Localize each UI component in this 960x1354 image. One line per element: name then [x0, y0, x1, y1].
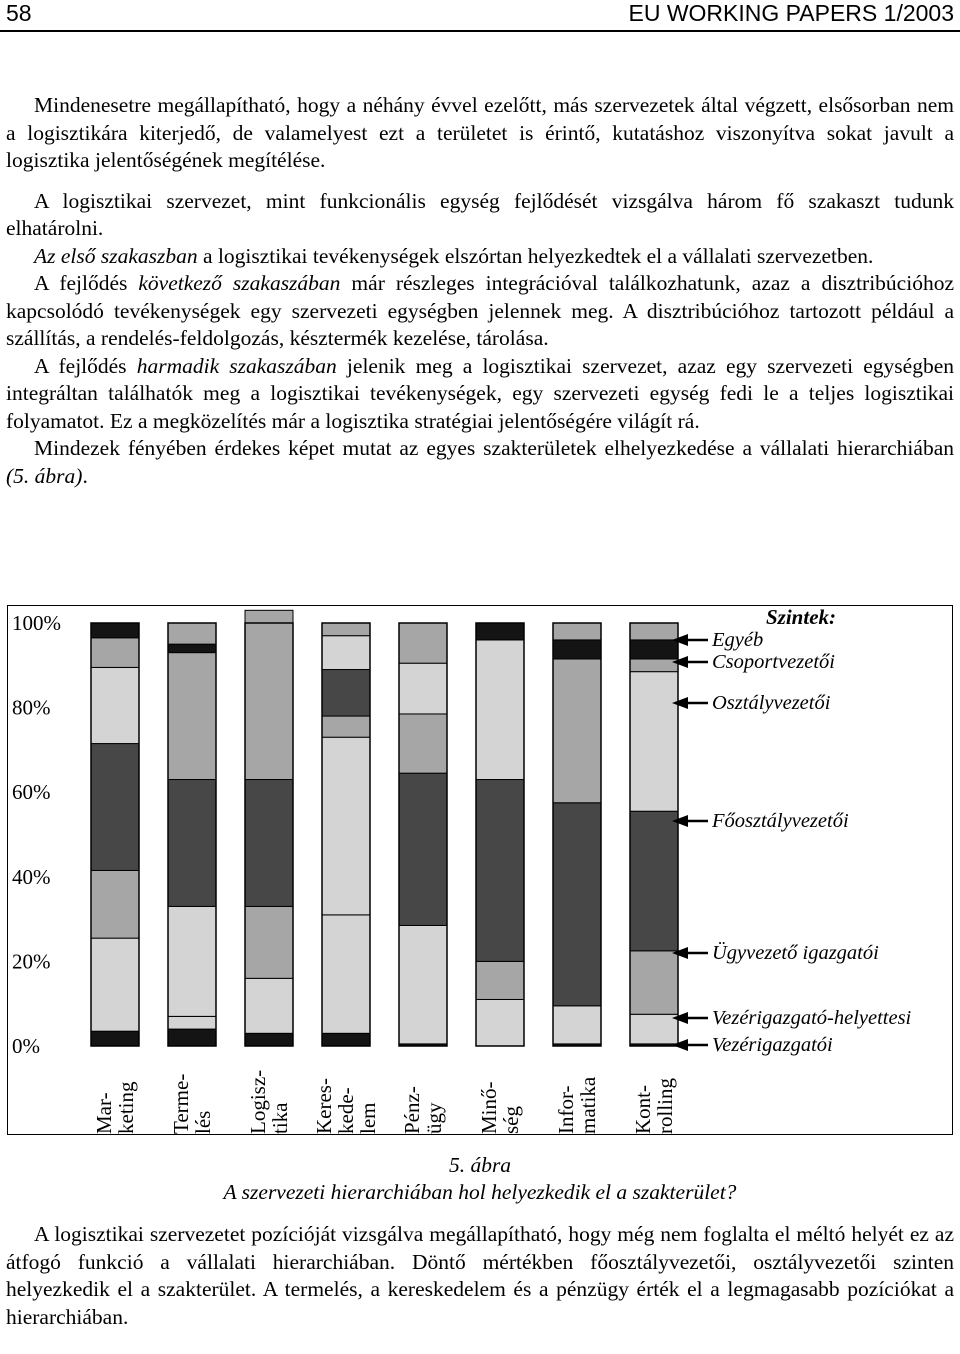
bar-segment — [476, 623, 524, 640]
bar-segment — [245, 906, 293, 978]
bar-segment — [322, 1033, 370, 1046]
stacked-bar-chart — [8, 606, 954, 1136]
paragraph-6-post: . — [82, 463, 88, 488]
bar-segment — [476, 780, 524, 962]
legend-label: Vezérigazgató-helyettesi — [712, 1007, 912, 1029]
bar-segment — [399, 925, 447, 1043]
paragraph-7: A logisztikai szervezetet pozícióját vizsgálva megállapítható, hogy még nem foglalta el méltó helyét ez az átfogó funkció a vállalati hierarchiában. Döntő mértékben főosztályvezetői, osztályvezetői szinten helyezkedik el a szakterület. A termelés, a kereskedelem és a pénzügy érték el a legmagasabb pozíciókat a hierarchiában. — [6, 1222, 954, 1329]
x-category-label: lem — [356, 1102, 380, 1134]
x-category-label: ügy — [422, 1102, 446, 1134]
bar-segment — [630, 623, 678, 640]
paragraph-5 — [6, 353, 954, 436]
bar-segment — [399, 773, 447, 925]
legend-label: Főosztályvezetői — [712, 810, 849, 832]
bar-segment — [245, 978, 293, 1033]
bar-segment — [476, 961, 524, 999]
paragraph-4-text: már részleges integrációval találkozhatunk, azaz a disztribúcióhoz kapcsolódó tevékenységek egy szervezeti egységben jelennek meg. A disztribúcióhoz tartozott például a szállítás, a rendelés-feldolgozás, késztermék kezelése, tárolása. — [6, 271, 954, 350]
bar-segment — [245, 780, 293, 907]
bar-segment — [91, 938, 139, 1031]
legend-label: Ügyvezető igazgatói — [712, 942, 879, 964]
paragraph-4 — [6, 270, 954, 353]
paragraph-4-pre: A fejlődés — [34, 271, 139, 295]
paragraph-5-emphasis: harmadik szakaszában — [136, 353, 337, 378]
bar-segment — [91, 1031, 139, 1046]
bar-segment — [322, 915, 370, 1033]
bar-segment — [91, 744, 139, 871]
bar-segment — [91, 623, 139, 638]
bar-segment — [399, 623, 447, 663]
figure-5-chart — [7, 605, 953, 1135]
bar-segment — [168, 1029, 216, 1046]
bar-segment — [322, 636, 370, 670]
bar-segment — [553, 659, 601, 803]
bar-segment — [630, 951, 678, 1014]
page-header — [0, 0, 960, 32]
bar-segment — [553, 803, 601, 1006]
y-tick-label: 40% — [12, 864, 51, 889]
x-category-label: Pénz- — [400, 1086, 424, 1134]
bar-segment — [168, 653, 216, 780]
legend-label: Csoportvezetői — [712, 651, 835, 673]
y-tick-label: 0% — [12, 1034, 40, 1058]
legend-label: Egyéb — [712, 629, 764, 651]
bar-segment — [630, 1014, 678, 1044]
bar-segment — [630, 640, 678, 659]
bar-segment — [91, 870, 139, 938]
bar-segment — [553, 623, 601, 640]
bar-segment — [91, 667, 139, 743]
bar-segment — [630, 659, 678, 672]
figure-reference: (5. ábra) — [6, 463, 83, 488]
y-tick-label: 100% — [12, 611, 61, 635]
bar-segment — [168, 1016, 216, 1029]
bar-segment — [322, 623, 370, 636]
paragraph-3-text: a logisztikai tevékenységek elszórtan helyezkedtek el a vállalati szervezetben. — [197, 243, 874, 268]
paragraph-5-text: jelenik meg a logisztikai szervezet, azaz egy szervezeti egységben integráltan találhatók meg a logisztikai tevékenységek, egy szervezeti egység fedi le a teljes logisztikai folyamatot. Ez a megközelítés már a logisztika stratégiai jelentőségére világít rá. — [6, 353, 954, 433]
paragraph-4-emphasis: következő szakaszában — [138, 271, 341, 295]
legend-title: Szintek: — [766, 606, 837, 629]
bar-segment — [630, 672, 678, 812]
bar-segment — [322, 670, 370, 717]
y-tick-label: 20% — [12, 949, 51, 974]
x-category-label: Keres- — [312, 1078, 336, 1134]
bar-segment — [476, 640, 524, 780]
bar-segment — [245, 1033, 293, 1046]
x-category-label: Logisz- — [246, 1069, 270, 1134]
bar-segment — [322, 716, 370, 737]
figure-caption-number: 5. ábra — [448, 1153, 512, 1177]
paragraph-3-emphasis: Az első szakaszban — [34, 243, 198, 268]
bar-segment — [245, 610, 293, 779]
bar-segment — [168, 780, 216, 907]
paragraph-6-pre: Mindezek fényében érdekes képet mutat az egyes szakterületek elhelyezkedése a vállalati hierarchiában — [34, 436, 954, 460]
bar-segment — [553, 640, 601, 659]
x-category-label: kede- — [334, 1087, 358, 1134]
bar-segment — [168, 906, 216, 1016]
legend-label: Vezérigazgatói — [712, 1034, 833, 1056]
paragraph-1: Mindenesetre megállapítható, hogy a néhány évvel ezelőtt, más szervezetek által végzett, elsősorban nem a logisztikára kiterjedő, de valamelyest ezt a területet is érintő, kutatáshoz viszonyítva sokat javult a logisztika jelentőségének megítélése. — [6, 93, 954, 172]
x-category-label: Mar- — [92, 1092, 116, 1134]
paragraph-6 — [6, 435, 954, 490]
series-title: EU WORKING PAPERS 1/2003 — [628, 0, 954, 26]
bar-segment — [91, 638, 139, 668]
paragraph-2: A logisztikai szervezet, mint funkcionális egység fejlődését vizsgálva három fő szakaszt tudunk elhatárolni. — [6, 188, 954, 240]
bar-segment — [168, 644, 216, 652]
body-text-top — [6, 92, 954, 490]
x-category-label: Terme- — [169, 1073, 193, 1134]
y-tick-label: 80% — [12, 695, 51, 720]
x-category-label: matika — [576, 1076, 600, 1134]
bar-segment — [553, 1006, 601, 1044]
x-category-label: Infor- — [554, 1085, 578, 1134]
bar-segment — [322, 737, 370, 915]
bar-segment — [630, 811, 678, 951]
x-category-label: Kont- — [631, 1085, 655, 1134]
y-tick-label: 60% — [12, 780, 51, 805]
x-category-label: keting — [114, 1081, 138, 1134]
x-category-label: lés — [191, 1110, 215, 1134]
legend-label: Osztályvezetői — [712, 692, 831, 714]
page-number: 58 — [6, 0, 32, 26]
paragraph-5-pre: A fejlődés — [34, 353, 137, 378]
bar-segment — [476, 999, 524, 1046]
bar-segment — [399, 714, 447, 773]
body-text-bottom — [6, 1221, 954, 1331]
x-category-label: ség — [499, 1106, 523, 1134]
bar-segment — [399, 663, 447, 714]
x-category-label: tika — [268, 1102, 292, 1134]
x-category-label: Minő- — [477, 1081, 501, 1134]
x-category-label: rolling — [653, 1078, 677, 1134]
paragraph-3 — [6, 243, 954, 271]
figure-caption-title: A szervezeti hierarchiában hol helyezkedik el a szakterület? — [223, 1180, 737, 1204]
bar-segment — [168, 623, 216, 644]
